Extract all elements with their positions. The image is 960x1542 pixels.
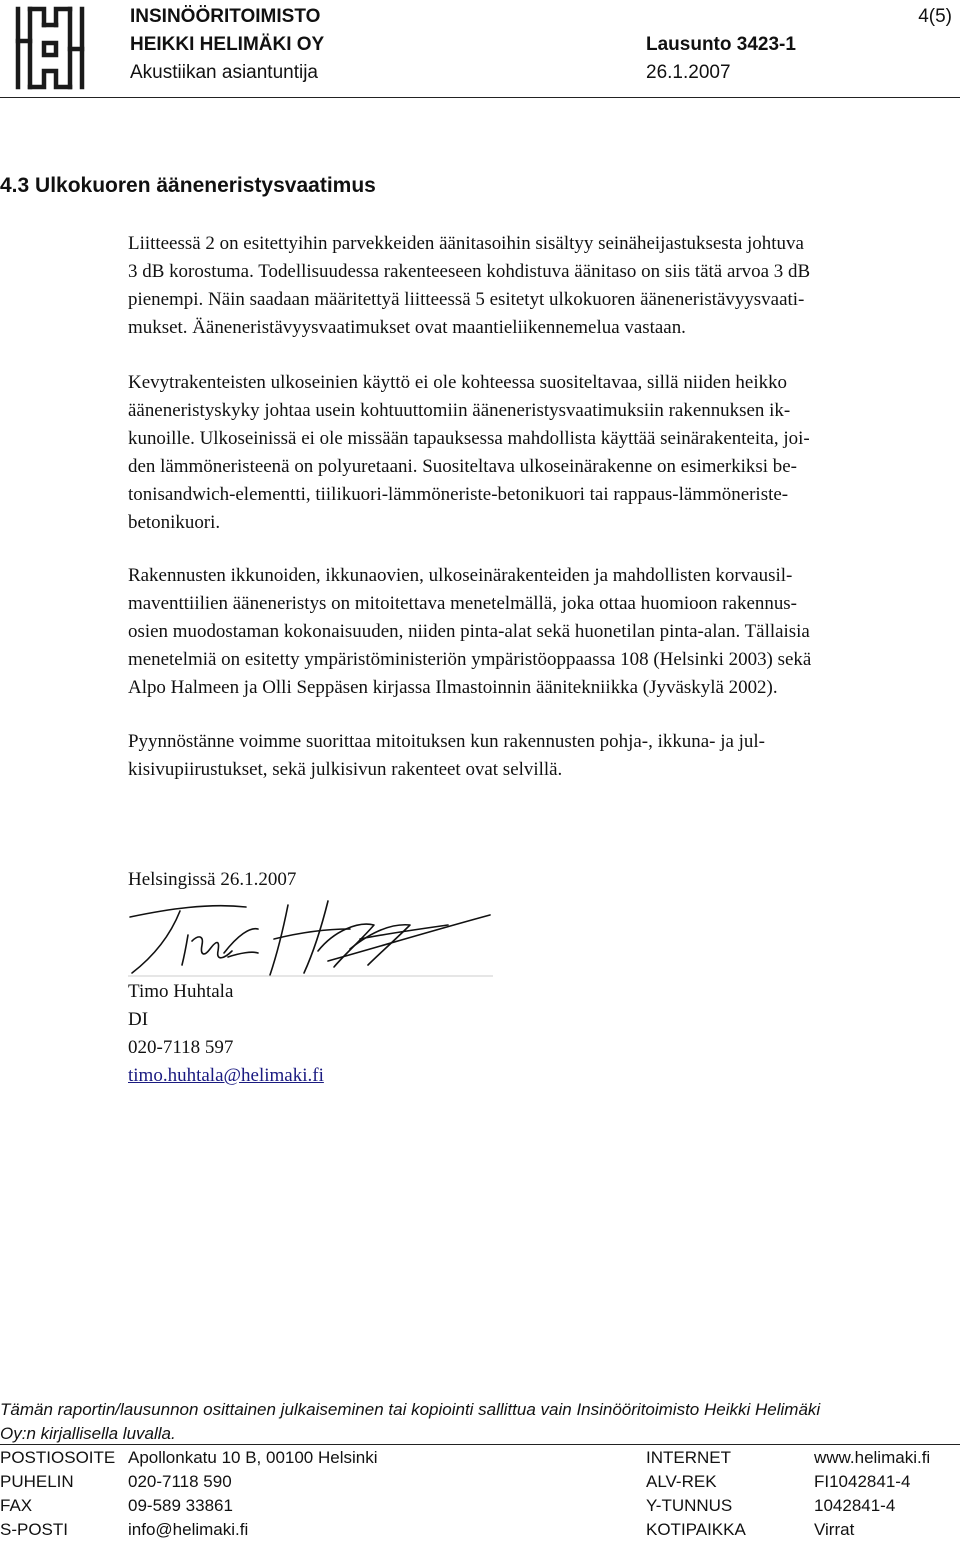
document-id: Lausunto 3423-1 bbox=[646, 34, 796, 55]
company-tagline: Akustiikan asiantuntija bbox=[130, 62, 318, 83]
footer-divider bbox=[0, 1444, 960, 1445]
footer-label-domicile: KOTIPAIKKA bbox=[646, 1520, 746, 1539]
footer-label-fax: FAX bbox=[0, 1496, 33, 1515]
text-line: osien muodostaman kokonaisuuden, niiden pinta-alat sekä huonetilan pinta-alan. Tällaisia bbox=[128, 621, 810, 642]
company-logo bbox=[14, 5, 86, 91]
paragraph-2 bbox=[128, 369, 958, 537]
text-line: maventtiilien ääneneristys on mitoitettava menetelmällä, joka ottaa huomioon rakennus- bbox=[128, 593, 797, 614]
notice-line: Tämän raportin/lausunnon osittainen julkaiseminen tai kopiointi sallittua vain Insinööritoimisto Heikki Helimäki bbox=[0, 1400, 821, 1419]
text-line: kunoille. Ulkoseinissä ei ole missään tapauksessa mahdollista käyttää seinärakenteita, joi- bbox=[128, 428, 810, 449]
signer-email-link[interactable]: timo.huhtala@helimaki.fi bbox=[128, 1065, 324, 1086]
text-line: den lämmöneristeenä on polyuretaani. Suositeltava ulkoseinärakenne on esimerkiksi be- bbox=[128, 456, 797, 477]
text-line: Alpo Halmeen ja Olli Seppäsen kirjassa Ilmastoinnin äänitekniikka (Jyväskylä 2002). bbox=[128, 677, 778, 698]
footer-value-internet: www.helimaki.fi bbox=[814, 1448, 931, 1467]
footer-value-domicile: Virrat bbox=[814, 1520, 855, 1539]
company-name-line1: INSINÖÖRITOIMISTO bbox=[130, 6, 321, 27]
paragraph-3 bbox=[128, 562, 958, 702]
text-line: Liitteessä 2 on esitettyihin parvekkeiden äänitasoihin sisältyy seinäheijastuksesta johtuva bbox=[128, 233, 804, 254]
paragraph-1 bbox=[128, 230, 958, 342]
footer-label-internet: INTERNET bbox=[646, 1448, 731, 1467]
signer-block bbox=[128, 978, 324, 1090]
section-title: 4.3 Ulkokuoren ääneneristysvaatimus bbox=[0, 174, 376, 197]
footer-value-postal: Apollonkatu 10 B, 00100 Helsinki bbox=[128, 1448, 378, 1467]
text-line: kisivupiirustukset, sekä julkisivun rakenteet ovat selvillä. bbox=[128, 759, 563, 780]
paragraph-4 bbox=[128, 728, 958, 784]
text-line: betonikuori. bbox=[128, 512, 221, 533]
place-and-date: Helsingissä 26.1.2007 bbox=[128, 869, 297, 890]
notice-line: Oy:n kirjallisella luvalla. bbox=[0, 1424, 176, 1443]
footer-value-vat: FI1042841-4 bbox=[814, 1472, 911, 1491]
page-number: 4(5) bbox=[918, 6, 952, 27]
text-line: Rakennusten ikkunoiden, ikkunaovien, ulkoseinärakenteiden ja mahdollisten korvausil- bbox=[128, 565, 793, 586]
text-line: tonisandwich-elementti, tiilikuori-lämmöneriste-betonikuori tai rappaus-lämmöneriste- bbox=[128, 484, 789, 505]
text-line: 3 dB korostuma. Todellisuudessa rakenteeseen kohdistuva äänitaso on siis tätä arvoa 3 dB bbox=[128, 261, 811, 282]
signer-title: DI bbox=[128, 1009, 149, 1030]
footer-label-vat: ALV-REK bbox=[646, 1472, 717, 1491]
signer-name: Timo Huhtala bbox=[128, 981, 234, 1002]
footer-value-phone: 020-7118 590 bbox=[128, 1472, 232, 1491]
footer-value-email: info@helimaki.fi bbox=[128, 1520, 249, 1539]
document-date: 26.1.2007 bbox=[646, 62, 731, 83]
header-divider bbox=[0, 97, 960, 98]
text-line: Pyynnöstänne voimme suorittaa mitoituksen kun rakennusten pohja-, ikkuna- ja jul- bbox=[128, 731, 765, 752]
footer-label-phone: PUHELIN bbox=[0, 1472, 74, 1491]
footer-label-postal: POSTIOSOITE bbox=[0, 1448, 116, 1467]
text-line: ääneneristyskyky johtaa usein kohtuuttomiin ääneneristysvaatimuksiin rakennuksen ik- bbox=[128, 400, 791, 421]
footer-label-email: S-POSTI bbox=[0, 1520, 69, 1539]
text-line: menetelmiä on esitetty ympäristöministeriön ympäristöoppaassa 108 (Helsinki 2003) sekä bbox=[128, 649, 812, 670]
signer-phone: 020-7118 597 bbox=[128, 1037, 234, 1058]
text-line: Kevytrakenteisten ulkoseinien käyttö ei ole kohteessa suositeltavaa, sillä niiden heikko bbox=[128, 372, 788, 393]
footer-value-fax: 09-589 33861 bbox=[128, 1496, 233, 1515]
company-name-line2: HEIKKI HELIMÄKI OY bbox=[130, 34, 325, 55]
text-line: mukset. Ääneneristävyysvaatimukset ovat maantieliikennemelua vastaan. bbox=[128, 317, 686, 338]
copyright-notice bbox=[0, 1398, 820, 1446]
footer-value-business-id: 1042841-4 bbox=[814, 1496, 896, 1515]
handwritten-signature bbox=[128, 895, 493, 977]
text-line: pienempi. Näin saadaan määritettyä liitteessä 5 esitetyt ulkokuoren ääneneristävyysvaati- bbox=[128, 289, 805, 310]
footer-label-business-id: Y-TUNNUS bbox=[646, 1496, 733, 1515]
